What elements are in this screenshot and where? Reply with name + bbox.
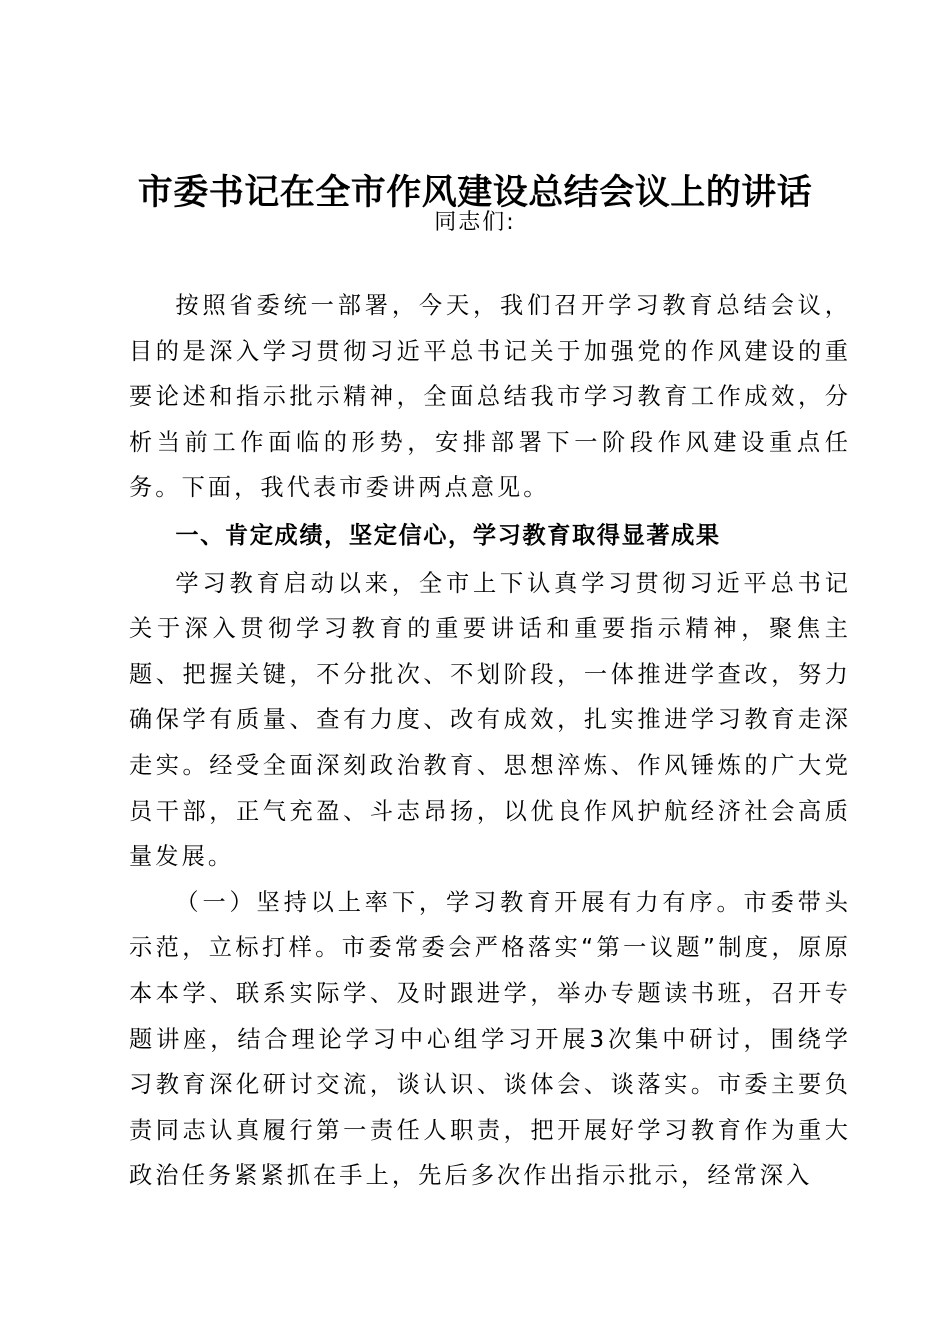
greeting: 同志们: [434,210,516,235]
section-heading: 一、肯定成绩，坚定信心，学习教育取得显著成果 [175,521,721,549]
paragraph-subsection-1: （一）坚持以上率下，学习教育开展有力有序。市委带头示范，立标打样。市委常委会严格落实“第一议题”制度，原原本本学、联系实际学、及时跟进学，举办专题读书班，召开专题讲座，结合理论学习中心组学习开展3次集中研讨，围绕学习教育深化研讨交流，谈认识、谈体会、谈落实。市委主要负责同志认真履行第一责任人职责，把开展好学习教育作为重大政治任务紧紧抓在手上，先后多次作出指示批示，经常深入 [129,888,851,1190]
document-body [129,283,851,1199]
paragraph-intro: 按照省委统一部署，今天，我们召开学习教育总结会议，目的是深入学习贯彻习近平总书记关于加强党的作风建设的重要论述和指示批示精神，全面总结我市学习教育工作成效，分析当前工作面临的形势，安排部署下一阶段作风建设重点任务。下面，我代表市委讲两点意见。 [129,292,851,502]
document-title: 市委书记在全市作风建设总结会议上的讲话 [137,172,813,213]
paragraph-achievements: 学习教育启动以来，全市上下认真学习贯彻习近平总书记关于深入贯彻学习教育的重要讲话和重要指示精神，聚焦主题、把握关键，不分批次、不划阶段，一体推进学查改，努力确保学有质量、查有力度、改有成效，扎实推进学习教育走深走实。经受全面深刻政治教育、思想淬炼、作风锤炼的广大党员干部，正气充盈、斗志昂扬，以优良作风护航经济社会高质量发展。 [129,569,851,871]
